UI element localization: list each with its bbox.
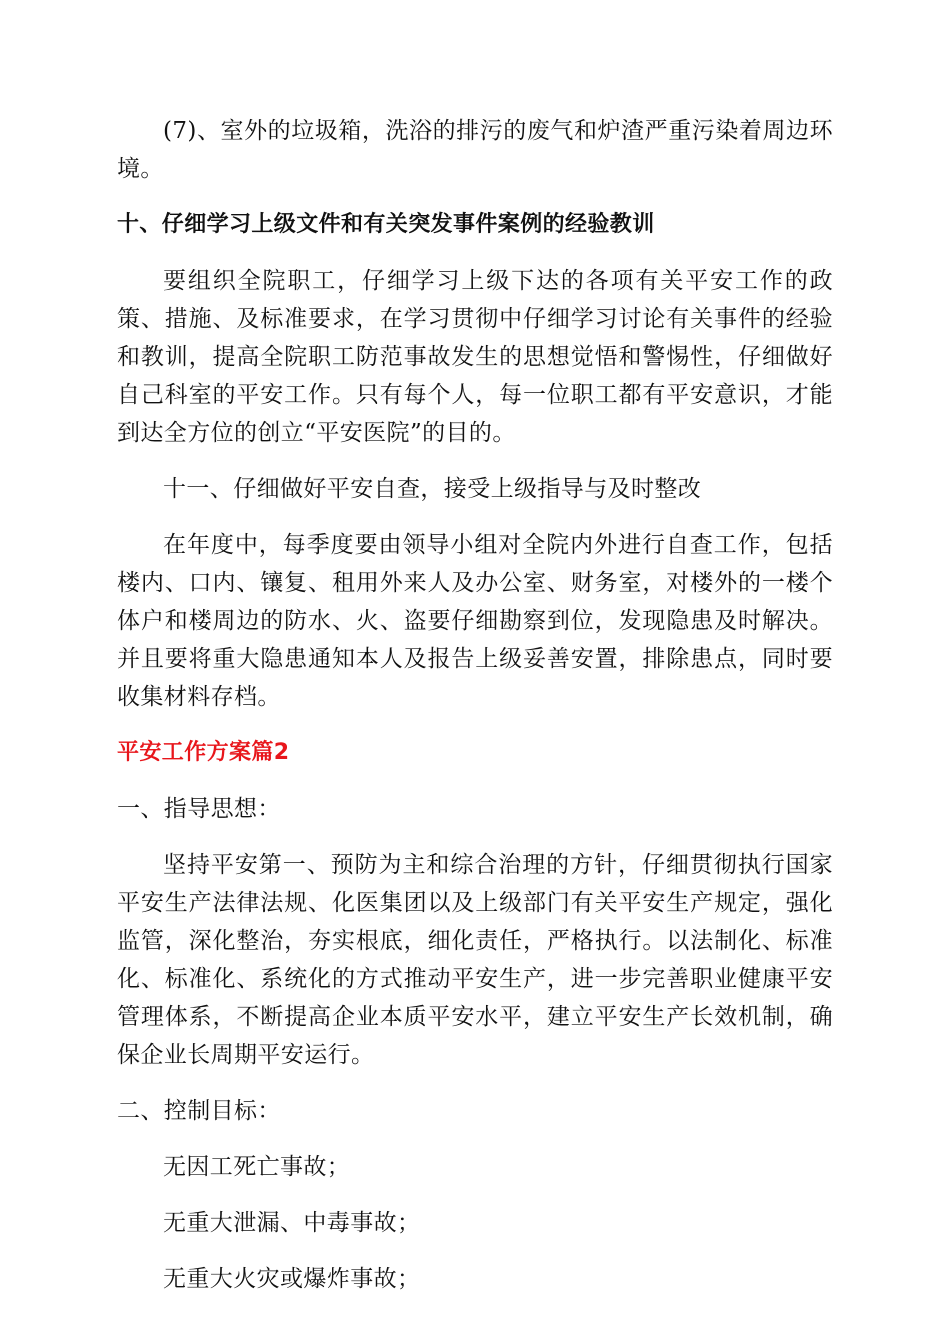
heading-guiding-ideology: 一、指导思想： <box>117 796 281 822</box>
paragraph-section-10: 要组织全院职工，仔细学习上级下达的各项有关平安工作的政策、措施、及标准要求，在学习贯彻中仔细学习讨论有关事件的经验和教训，提高全院职工防范事故发生的思想觉悟和警惕性，仔细做好自己科室的平安工作。只有每个人，每一位职工都有平安意识，才能到达全方位的创立“平安医院”的目的。 <box>117 268 833 446</box>
heading-control-targets: 二、控制目标： <box>117 1098 281 1124</box>
paragraph-guiding-ideology: 坚持平安第一、预防为主和综合治理的方针，仔细贯彻执行国家平安生产法律法规、化医集团以及上级部门有关平安生产规定，强化监管，深化整治，夯实根底，细化责任，严格执行。以法制化、标准化、标准化、系统化的方式推动平安生产，进一步完善职业健康平安管理体系，不断提高企业本质平安水平，建立平安生产长效机制，确保企业长周期平安运行。 <box>117 852 833 1068</box>
paragraph-section-11: 在年度中，每季度要由领导小组对全院内外进行自查工作，包括楼内、口内、镶复、租用外来人及办公室、财务室，对楼外的一楼个体户和楼周边的防水、火、盗要仔细勘察到位，发现隐患及时解决。并且要将重大隐患通知本人及报告上级妥善安置，排除患点，同时要收集材料存档。 <box>117 532 833 710</box>
heading-section-10: 十、仔细学习上级文件和有关突发事件案例的经验教训 <box>117 212 655 237</box>
heading-section-11: 十一、仔细做好平安自查，接受上级指导与及时整改 <box>163 476 702 502</box>
paragraph-item-7: (7)、室外的垃圾箱，洗浴的排污的废气和炉渣严重污染着周边环境。 <box>117 118 833 182</box>
target-item: 无重大火灾或爆炸事故； <box>163 1266 421 1292</box>
target-item: 无因工死亡事故； <box>163 1154 351 1180</box>
target-item: 无重大泄漏、中毒事故； <box>163 1210 421 1236</box>
section-title: 平安工作方案篇2 <box>117 740 290 765</box>
document-body <box>117 112 833 1316</box>
